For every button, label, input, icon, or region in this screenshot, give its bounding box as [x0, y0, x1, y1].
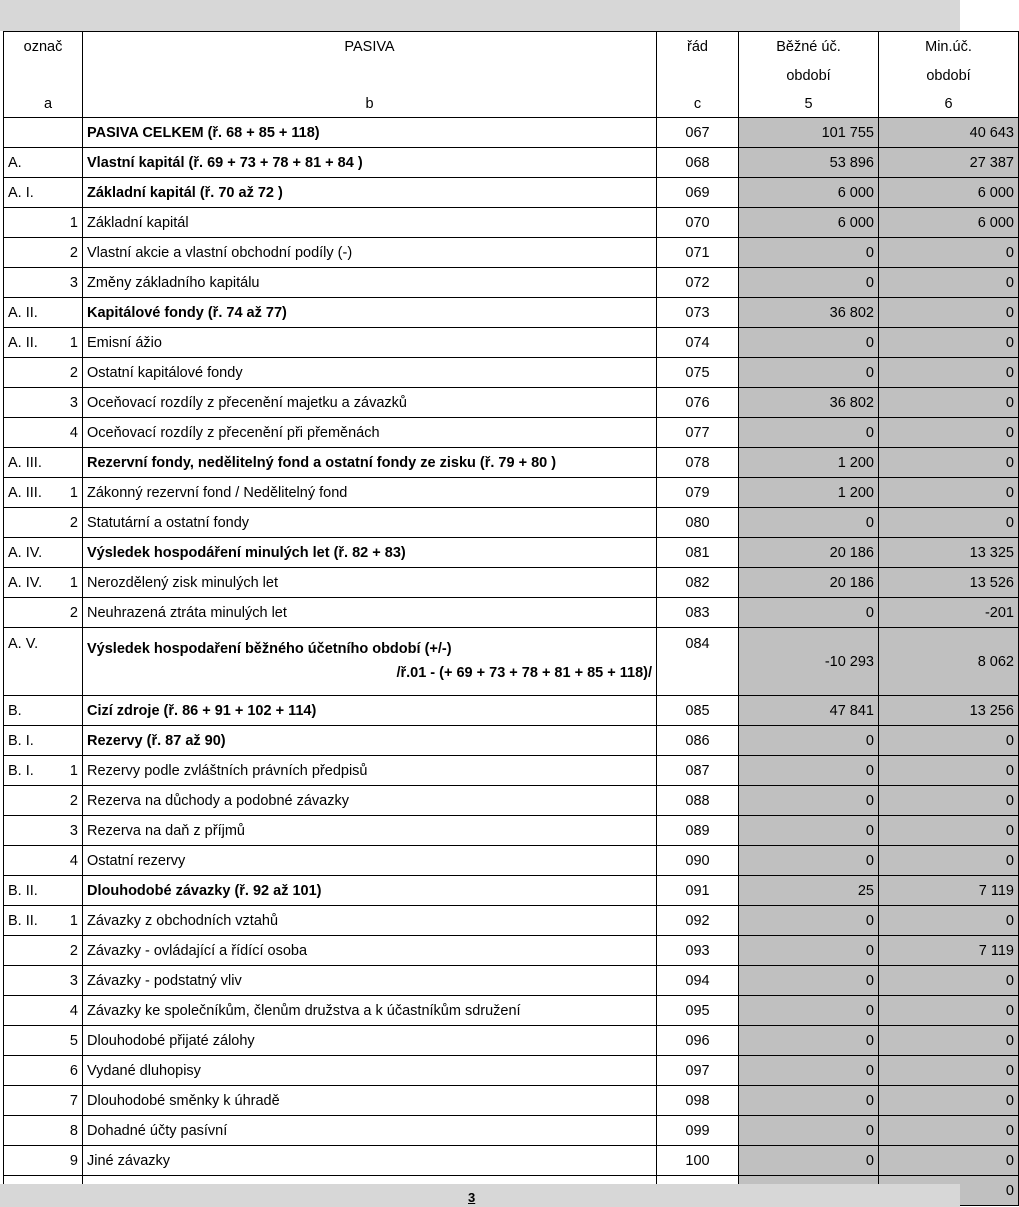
col-key-6: 6 [879, 90, 1019, 118]
table-row [4, 268, 1019, 298]
row-number: 2 [69, 792, 78, 809]
previous-period-value: 0 [879, 1146, 1019, 1176]
row-code: 073 [657, 298, 739, 328]
previous-period-value: 13 526 [879, 568, 1019, 598]
row-code: 095 [657, 996, 739, 1026]
previous-period-value: 0 [879, 478, 1019, 508]
row-mark: A. [8, 154, 22, 171]
row-mark-cell [4, 298, 83, 328]
previous-period-value: 0 [879, 388, 1019, 418]
current-period-value: 0 [739, 1116, 879, 1146]
row-code: 094 [657, 966, 739, 996]
row-label: Závazky z obchodních vztahů [83, 906, 657, 936]
row-label: Změny základního kapitálu [83, 268, 657, 298]
row-label: Rezerva na důchody a podobné závazky [83, 786, 657, 816]
row-mark-cell [4, 996, 83, 1026]
current-period-value: 53 896 [739, 148, 879, 178]
row-label: Kapitálové fondy (ř. 74 až 77) [83, 298, 657, 328]
row-code: 069 [657, 178, 739, 208]
row-code: 082 [657, 568, 739, 598]
current-period-value: 0 [739, 268, 879, 298]
row-mark: B. II. [8, 912, 38, 929]
current-period-value: 20 186 [739, 568, 879, 598]
current-period-value: 25 [739, 876, 879, 906]
table-row [4, 328, 1019, 358]
row-mark-cell [4, 696, 83, 726]
table-row [4, 148, 1019, 178]
row-label: Cizí zdroje (ř. 86 + 91 + 102 + 114) [83, 696, 657, 726]
previous-period-value: 0 [879, 418, 1019, 448]
previous-period-value: 0 [879, 846, 1019, 876]
bottom-gray-band [0, 1184, 960, 1207]
row-code: 083 [657, 598, 739, 628]
row-number: 3 [69, 394, 78, 411]
previous-period-value: 0 [879, 726, 1019, 756]
row-mark: A. II. [8, 334, 38, 351]
current-period-value: 101 755 [739, 118, 879, 148]
table-row [4, 1026, 1019, 1056]
table-row [4, 208, 1019, 238]
row-label: Dlouhodobé přijaté zálohy [83, 1026, 657, 1056]
row-label: Vlastní kapitál (ř. 69 + 73 + 78 + 81 + 84 ) [83, 148, 657, 178]
current-period-value: 47 841 [739, 696, 879, 726]
row-label: Dlouhodobé směnky k úhradě [83, 1086, 657, 1116]
table-row [4, 936, 1019, 966]
table-row [4, 846, 1019, 876]
row-mark: A. I. [8, 184, 34, 201]
row-mark-cell [4, 388, 83, 418]
current-period-value: 0 [739, 1086, 879, 1116]
row-code: 099 [657, 1116, 739, 1146]
row-number: 2 [69, 942, 78, 959]
table-row [4, 298, 1019, 328]
current-period-value: -10 293 [739, 628, 879, 696]
current-period-value: 0 [739, 1056, 879, 1086]
previous-period-value: 0 [879, 1026, 1019, 1056]
row-code: 074 [657, 328, 739, 358]
row-mark-cell [4, 598, 83, 628]
row-code: 088 [657, 786, 739, 816]
previous-period-value: 0 [879, 358, 1019, 388]
pasiva-table [3, 31, 1019, 1206]
previous-period-value: 40 643 [879, 118, 1019, 148]
current-period-value: 0 [739, 598, 879, 628]
previous-period-value: 0 [879, 268, 1019, 298]
table-row [4, 756, 1019, 786]
row-mark: B. [8, 702, 22, 719]
row-code: 072 [657, 268, 739, 298]
row-label: Dlouhodobé závazky (ř. 92 až 101) [83, 876, 657, 906]
row-number: 4 [69, 852, 78, 869]
previous-period-value: 0 [879, 966, 1019, 996]
row-mark-cell [4, 756, 83, 786]
previous-period-value: 6 000 [879, 178, 1019, 208]
row-code: 080 [657, 508, 739, 538]
row-label: Rezervy podle zvláštních právních předpisů [83, 756, 657, 786]
current-period-value: 36 802 [739, 388, 879, 418]
row-number: 2 [69, 244, 78, 261]
row-label: PASIVA CELKEM (ř. 68 + 85 + 118) [83, 118, 657, 148]
row-label: Jiné závazky [83, 1146, 657, 1176]
row-label: Statutární a ostatní fondy [83, 508, 657, 538]
row-mark-cell [4, 238, 83, 268]
row-number: 3 [69, 972, 78, 989]
previous-period-value: 0 [879, 1176, 1019, 1206]
row-label: Rezerva na daň z příjmů [83, 816, 657, 846]
row-label: Zákonný rezervní fond / Nedělitelný fond [83, 478, 657, 508]
row-mark: A. IV. [8, 544, 43, 561]
row-number: 2 [69, 604, 78, 621]
row-mark-cell [4, 966, 83, 996]
table-row [4, 538, 1019, 568]
row-code: 071 [657, 238, 739, 268]
row-mark-cell [4, 118, 83, 148]
row-mark-cell [4, 478, 83, 508]
row-code: 070 [657, 208, 739, 238]
previous-period-value: 0 [879, 816, 1019, 846]
previous-period-value: 6 000 [879, 208, 1019, 238]
table-row [4, 786, 1019, 816]
row-label: Oceňovací rozdíly z přecenění při přeměnách [83, 418, 657, 448]
current-period-value: 0 [739, 1026, 879, 1056]
col-key-b: b [83, 90, 657, 118]
row-number: 4 [69, 424, 78, 441]
previous-period-value: 7 119 [879, 936, 1019, 966]
row-mark-cell [4, 538, 83, 568]
row-code: 077 [657, 418, 739, 448]
table-row [4, 816, 1019, 846]
row-code: 097 [657, 1056, 739, 1086]
previous-period-value: 0 [879, 298, 1019, 328]
row-mark: B. II. [8, 882, 38, 899]
row-mark: A. II. [8, 304, 38, 321]
row-code: 089 [657, 816, 739, 846]
row-code: 096 [657, 1026, 739, 1056]
row-code: 085 [657, 696, 739, 726]
row-label: Emisní ážio [83, 328, 657, 358]
row-mark-cell [4, 358, 83, 388]
row-code: 093 [657, 936, 739, 966]
row-code: 081 [657, 538, 739, 568]
previous-period-value: 0 [879, 1056, 1019, 1086]
row-mark-cell [4, 786, 83, 816]
table-row [4, 178, 1019, 208]
row-mark-cell [4, 816, 83, 846]
row-label-two-line [83, 628, 657, 696]
row-code: 098 [657, 1086, 739, 1116]
row-number: 3 [69, 822, 78, 839]
col-header-mark: označ [4, 32, 83, 62]
col-key-c: c [657, 90, 739, 118]
row-number: 2 [69, 364, 78, 381]
row-number: 6 [69, 1062, 78, 1079]
current-period-value: 0 [739, 966, 879, 996]
current-period-value: 1 200 [739, 478, 879, 508]
table-row [4, 418, 1019, 448]
previous-period-value: 7 119 [879, 876, 1019, 906]
previous-period-value: 0 [879, 996, 1019, 1026]
row-mark-cell [4, 1116, 83, 1146]
row-mark: A. III. [8, 454, 42, 471]
table-row [4, 238, 1019, 268]
previous-period-value: 13 256 [879, 696, 1019, 726]
row-label: Ostatní kapitálové fondy [83, 358, 657, 388]
row-label: Závazky - ovládající a řídící osoba [83, 936, 657, 966]
row-mark: A. V. [4, 628, 83, 696]
current-period-value: 0 [739, 358, 879, 388]
col-header-pasiva: PASIVA [83, 32, 657, 62]
table-row [4, 388, 1019, 418]
previous-period-value: 0 [879, 328, 1019, 358]
col-header-previous-period: období [879, 61, 1019, 90]
row-mark: B. I. [8, 732, 34, 749]
current-period-value: 0 [739, 906, 879, 936]
row-label: Vydané dluhopisy [83, 1056, 657, 1086]
row-mark-cell [4, 568, 83, 598]
row-mark-cell [4, 1056, 83, 1086]
table-row [4, 696, 1019, 726]
row-code: 084 [657, 628, 739, 696]
row-code: 092 [657, 906, 739, 936]
table-row [4, 448, 1019, 478]
col-header-current-period: období [739, 61, 879, 90]
row-number: 1 [69, 214, 78, 231]
current-period-value: 0 [739, 936, 879, 966]
row-mark-cell [4, 906, 83, 936]
row-mark-cell [4, 178, 83, 208]
row-mark: A. III. [8, 484, 42, 501]
table-row [4, 478, 1019, 508]
table-row [4, 1116, 1019, 1146]
col-header-current: Běžné úč. [739, 32, 879, 62]
row-label: Ostatní rezervy [83, 846, 657, 876]
previous-period-value: 13 325 [879, 538, 1019, 568]
row-mark-cell [4, 936, 83, 966]
row-label: Rezervní fondy, nedělitelný fond a ostatní fondy ze zisku (ř. 79 + 80 ) [83, 448, 657, 478]
row-label: Závazky - podstatný vliv [83, 966, 657, 996]
row-mark-cell [4, 1146, 83, 1176]
previous-period-value: 0 [879, 906, 1019, 936]
previous-period-value: 0 [879, 1116, 1019, 1146]
row-label: Vlastní akcie a vlastní obchodní podíly (-) [83, 238, 657, 268]
previous-period-value: 0 [879, 508, 1019, 538]
row-label: Základní kapitál (ř. 70 až 72 ) [83, 178, 657, 208]
col-key-5: 5 [739, 90, 879, 118]
row-number: 2 [69, 514, 78, 531]
previous-period-value: -201 [879, 598, 1019, 628]
row-mark-cell [4, 1026, 83, 1056]
row-label-line-2: /ř.01 - (+ 69 + 73 + 78 + 81 + 85 + 118)/ [396, 665, 652, 681]
row-number: 3 [69, 274, 78, 291]
table-row [4, 358, 1019, 388]
table-row [4, 598, 1019, 628]
previous-period-value: 0 [879, 1086, 1019, 1116]
row-mark-cell [4, 418, 83, 448]
row-mark-cell [4, 508, 83, 538]
current-period-value: 0 [739, 1146, 879, 1176]
header-row-2 [4, 61, 1019, 90]
current-period-value: 0 [739, 996, 879, 1026]
row-mark-cell [4, 268, 83, 298]
table-row [4, 568, 1019, 598]
row-code: 086 [657, 726, 739, 756]
header-row-1 [4, 32, 1019, 62]
table-row [4, 726, 1019, 756]
header-row-3 [4, 90, 1019, 118]
table-row [4, 966, 1019, 996]
row-number: 9 [69, 1152, 78, 1169]
current-period-value: 0 [739, 816, 879, 846]
row-code: 076 [657, 388, 739, 418]
row-code: 067 [657, 118, 739, 148]
row-label: Závazky ke společníkům, členům družstva a k účastníkům sdružení [83, 996, 657, 1026]
row-code: 079 [657, 478, 739, 508]
current-period-value: 0 [739, 328, 879, 358]
row-mark-cell [4, 208, 83, 238]
previous-period-value: 0 [879, 756, 1019, 786]
row-mark-cell [4, 726, 83, 756]
row-mark: A. IV. [8, 574, 43, 591]
previous-period-value: 0 [879, 786, 1019, 816]
table-row [4, 508, 1019, 538]
row-label: Rezervy (ř. 87 až 90) [83, 726, 657, 756]
row-number: 1 [69, 484, 78, 501]
row-label: Dohadné účty pasívní [83, 1116, 657, 1146]
current-period-value: 0 [739, 238, 879, 268]
table-row-result [4, 628, 1019, 696]
current-period-value: 0 [739, 756, 879, 786]
row-code: 090 [657, 846, 739, 876]
row-number: 5 [69, 1032, 78, 1049]
row-code: 100 [657, 1146, 739, 1176]
table-row [4, 1086, 1019, 1116]
row-mark-cell [4, 846, 83, 876]
current-period-value: 0 [739, 786, 879, 816]
current-period-value: 1 200 [739, 448, 879, 478]
balance-sheet-liabilities [3, 31, 1014, 1206]
row-number: 1 [69, 762, 78, 779]
current-period-value: 6 000 [739, 178, 879, 208]
row-mark-cell [4, 1086, 83, 1116]
table-row [4, 996, 1019, 1026]
current-period-value: 0 [739, 508, 879, 538]
row-code: 091 [657, 876, 739, 906]
row-label: Výsledek hospodáření minulých let (ř. 82 + 83) [83, 538, 657, 568]
row-label: Neuhrazená ztráta minulých let [83, 598, 657, 628]
top-gray-band [0, 0, 960, 31]
current-period-value: 6 000 [739, 208, 879, 238]
row-number: 7 [69, 1092, 78, 1109]
current-period-value: 20 186 [739, 538, 879, 568]
previous-period-value: 0 [879, 238, 1019, 268]
row-mark-cell [4, 448, 83, 478]
col-header-row-code: řád [657, 32, 739, 62]
previous-period-value: 8 062 [879, 628, 1019, 696]
row-number: 1 [69, 912, 78, 929]
table-row [4, 118, 1019, 148]
col-header-previous: Min.úč. [879, 32, 1019, 62]
current-period-value: 0 [739, 846, 879, 876]
row-mark-cell [4, 876, 83, 906]
row-label-line-1: Výsledek hospodaření běžného účetního období (+/-) [87, 641, 452, 657]
table-row [4, 1056, 1019, 1086]
current-period-value: 0 [739, 726, 879, 756]
row-label: Nerozdělený zisk minulých let [83, 568, 657, 598]
table-row [4, 876, 1019, 906]
row-number: 1 [69, 334, 78, 351]
row-code: 075 [657, 358, 739, 388]
row-mark-cell [4, 148, 83, 178]
current-period-value: 36 802 [739, 298, 879, 328]
row-mark-cell [4, 328, 83, 358]
table-row [4, 906, 1019, 936]
row-mark: B. I. [8, 762, 34, 779]
table-row [4, 1146, 1019, 1176]
row-code: 078 [657, 448, 739, 478]
row-code: 068 [657, 148, 739, 178]
row-number: 1 [69, 574, 78, 591]
row-label: Základní kapitál [83, 208, 657, 238]
row-label: Oceňovací rozdíly z přecenění majetku a závazků [83, 388, 657, 418]
previous-period-value: 27 387 [879, 148, 1019, 178]
col-key-a: a [4, 90, 83, 118]
row-code: 087 [657, 756, 739, 786]
previous-period-value: 0 [879, 448, 1019, 478]
current-period-value: 0 [739, 418, 879, 448]
row-number: 4 [69, 1002, 78, 1019]
row-number: 8 [69, 1122, 78, 1139]
page-number: 3 [468, 1190, 476, 1205]
